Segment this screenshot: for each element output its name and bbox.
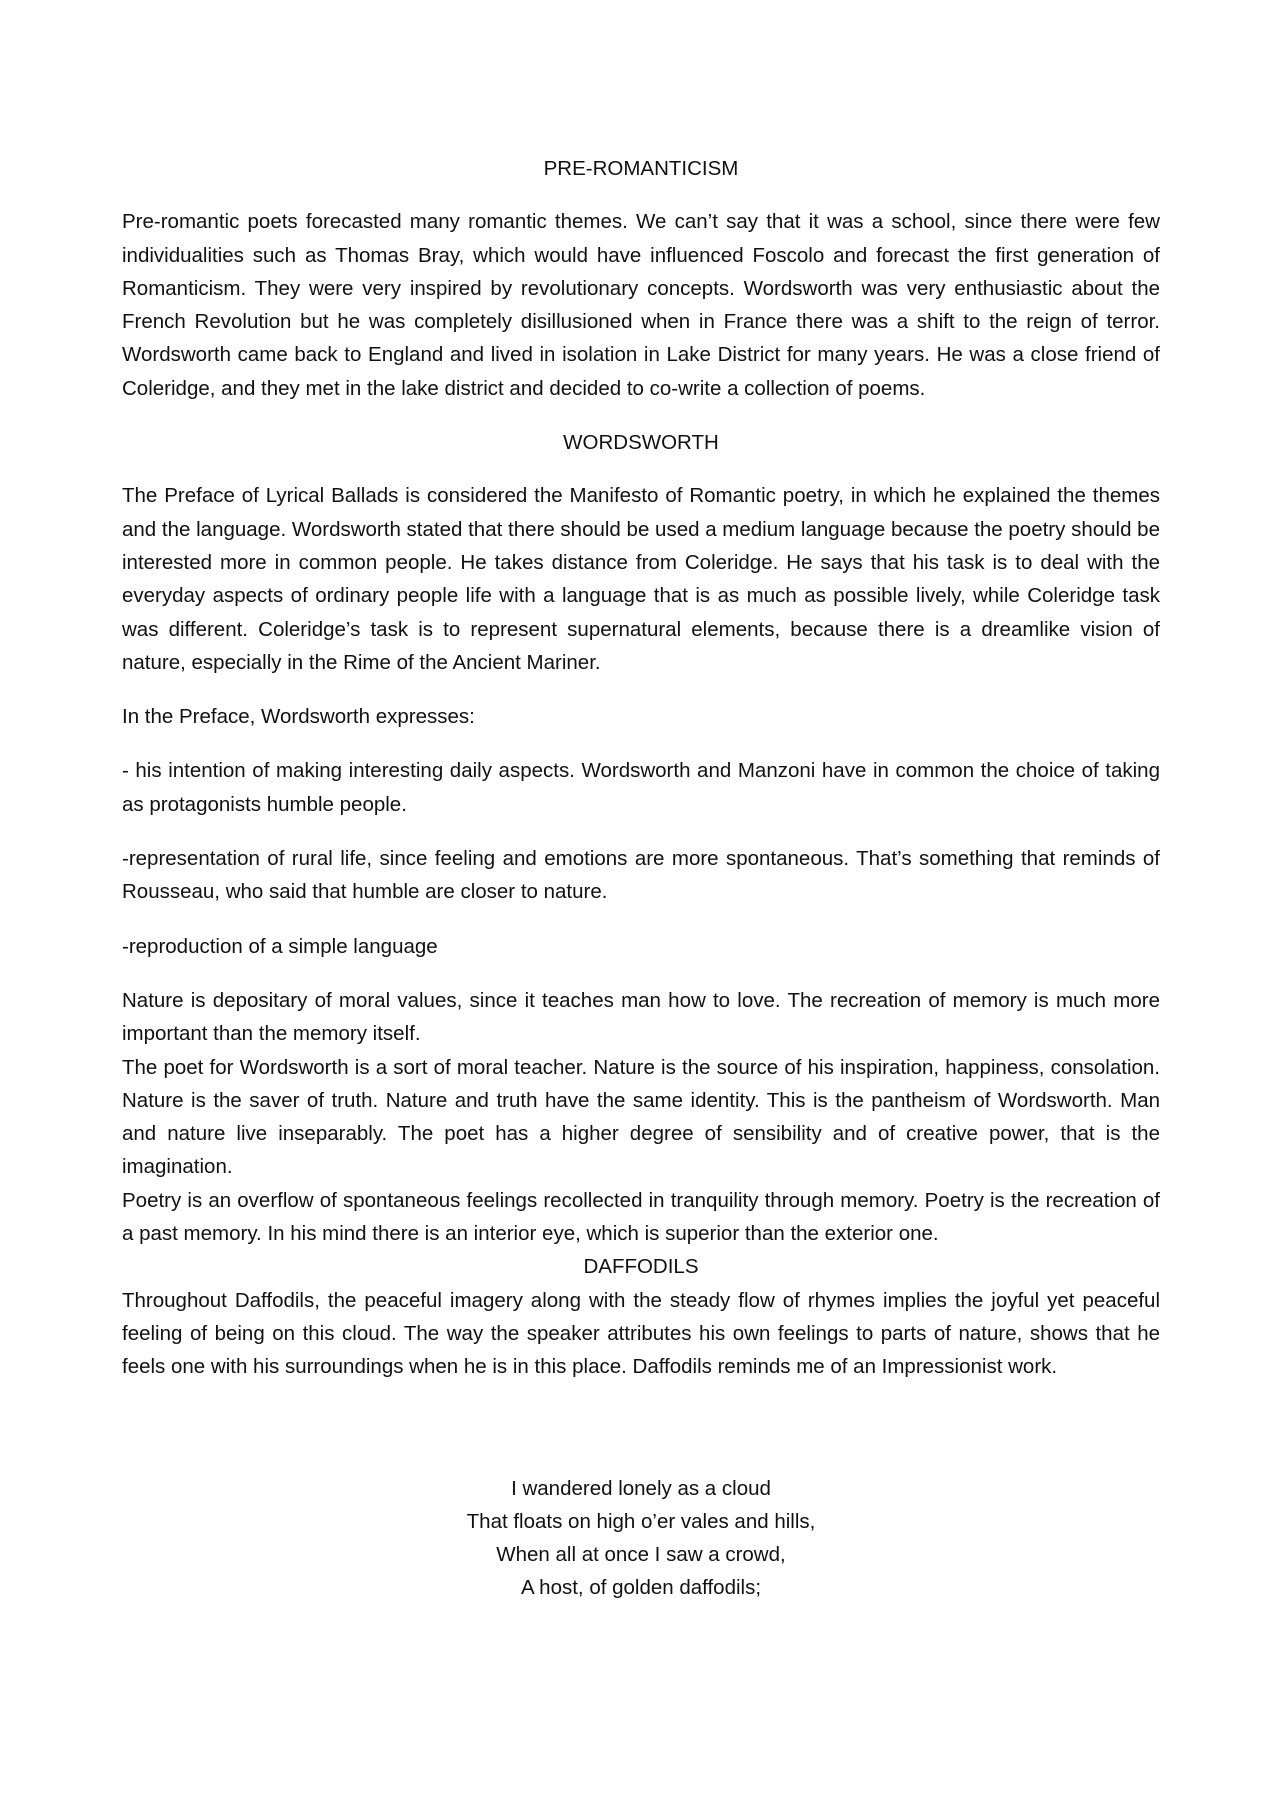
wordsworth-paragraph-preface: The Preface of Lyrical Ballads is considered the Manifesto of Romantic poetry, in which he explained the themes and the language. Wordsworth stated that there should be used a medium language because the poetry should be interested more in common people. He takes distance from Coleridge. He says that his task is to deal with the everyday aspects of ordinary people life with a language that is as much as possible lively, while Coleridge task was different. Coleridge’s task is to represent supernatural elements, because there is a dreamlike vision of nature, especially in the Rime of the Ancient Mariner.	[122, 484, 1160, 674]
wordsworth-paragraph-nature: Nature is depositary of moral values, since it teaches man how to love. The recreation of memory is much more important than the memory itself.	[122, 988, 1160, 1046]
poem-line: A host, of golden daffodils;	[520, 1576, 762, 1600]
wordsworth-list-item-daily-aspects: - his intention of making interesting daily aspects. Wordsworth and Manzoni have in common the choice of taking as protagonists humble people.	[122, 759, 1160, 816]
poem-line: That floats on high o’er vales and hills,	[466, 1509, 816, 1533]
wordsworth-list-item-simple-language: -reproduction of a simple language	[122, 934, 438, 958]
poem-excerpt	[122, 1472, 1160, 1605]
poem-line: When all at once I saw a crowd,	[496, 1543, 786, 1567]
poem-line: I wandered lonely as a cloud	[511, 1476, 771, 1500]
section-heading-daffodils: DAFFODILS	[583, 1255, 699, 1279]
wordsworth-paragraph-intro-list: In the Preface, Wordsworth expresses:	[122, 705, 475, 729]
wordsworth-list-item-rural-life: -representation of rural life, since feeling and emotions are more spontaneous. That’s something that reminds of Rousseau, who said that humble are closer to nature.	[122, 847, 1160, 904]
wordsworth-paragraph-poetry: Poetry is an overflow of spontaneous feelings recollected in tranquility through memory. Poetry is the recreation of a past memory. In his mind there is an interior eye, which is superior than the exterior one.	[122, 1188, 1160, 1246]
wordsworth-paragraph-poet: The poet for Wordsworth is a sort of moral teacher. Nature is the source of his inspiration, happiness, consolation. Nature is the saver of truth. Nature and truth have the same identity. This is the pantheism of Wordsworth. Man and nature live inseparably. The poet has a higher degree of sensibility and of creative power, that is the imagination.	[122, 1055, 1160, 1179]
preromanticism-paragraph: Pre-romantic poets forecasted many romantic themes. We can’t say that it was a school, since there were few individualities such as Thomas Bray, which would have influenced Foscolo and forecast the first generation of Romanticism. They were very inspired by revolutionary concepts. Wordsworth was very enthusiastic about the French Revolution but he was completely disillusioned when in France there was a shift to the reign of terror. Wordsworth came back to England and lived in isolation in Lake District for many years. He was a close friend of Coleridge, and they met in the lake district and decided to co-write a collection of poems.	[122, 210, 1160, 400]
daffodils-paragraph: Throughout Daffodils, the peaceful imagery along with the steady flow of rhymes implies the joyful yet peaceful feeling of being on this cloud. The way the speaker attributes his own feelings to parts of nature, shows that he feels one with his surroundings when he is in this place. Daffodils reminds me of an Impressionist work.	[122, 1288, 1160, 1379]
section-heading-preromanticism: PRE-ROMANTICISM	[543, 157, 739, 180]
section-heading-wordsworth: WORDSWORTH	[563, 431, 719, 455]
document-body	[122, 152, 1160, 1605]
